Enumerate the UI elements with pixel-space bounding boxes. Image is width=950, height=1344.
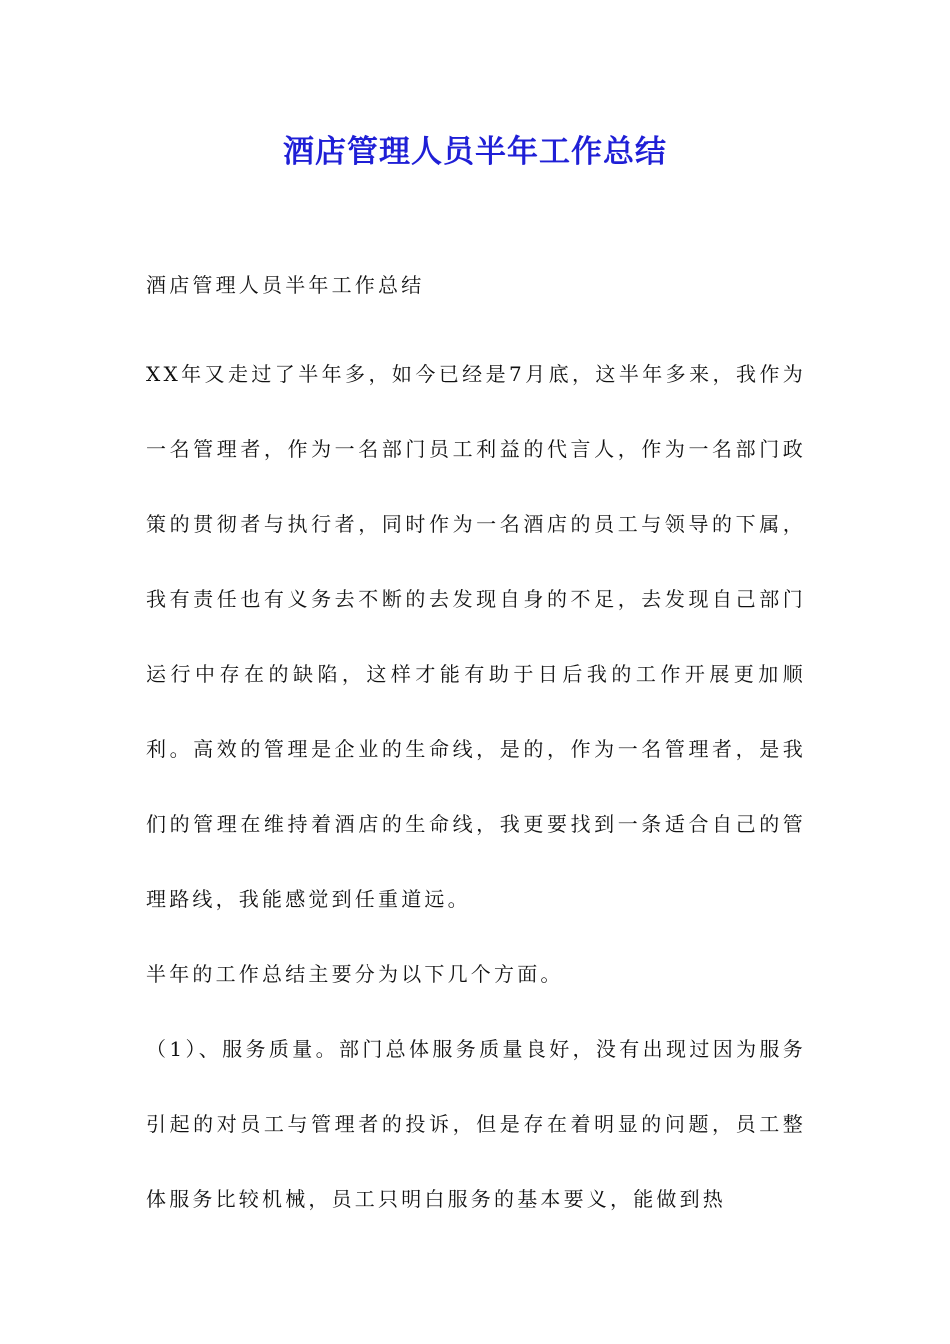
document-subtitle: 酒店管理人员半年工作总结: [146, 273, 425, 297]
paragraph-intro: XX年又走过了半年多，如今已经是7月底，这半年多来，我作为一名管理者，作为一名部门员工利益的代言人，作为一名部门政策的贯彻者与执行者，同时作为一名酒店的员工与领导的下属，我有责任也有义务去不断的去发现自身的不足，去发现自己部门运行中存在的缺陷，这样才能有助于日后我的工作开展更加顺利。高效的管理是企业的生命线，是的，作为一名管理者，是我们的管理在维持着酒店的生命线，我更要找到一条适合自己的管理路线，我能感觉到任重道远。: [146, 362, 806, 911]
document-body: [146, 262, 806, 1237]
paragraph-summary-aspects: 半年的工作总结主要分为以下几个方面。: [146, 962, 564, 986]
page-title: 酒店管理人员半年工作总结: [283, 134, 667, 170]
paragraph-service-quality: （1）、服务质量。部门总体服务质量良好，没有出现过因为服务引起的对员工与管理者的投诉，但是存在着明显的问题，员工整体服务比较机械，员工只明白服务的基本要义，能做到热: [146, 1037, 806, 1211]
